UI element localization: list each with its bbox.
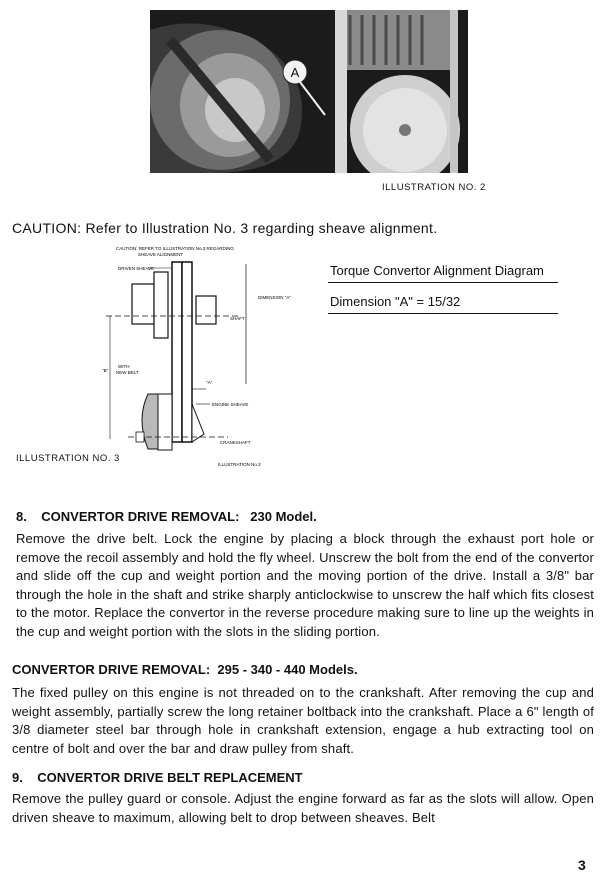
shaft-label: SHAFT [230, 316, 245, 321]
dimension-a-value: Dimension "A" = 15/32 [330, 294, 461, 309]
section-8-body: Remove the drive belt. Lock the engine by placing a block through the exhaust port hole or remove the recoil assembly and hold the fly wheel. Unscrew the bolt from the end of the convertor and slide off the cup and weight portion and the moving portion of the drive. Install a 3/8" bar through the hole in the shaft and strike sharply anticlockwise to unscrew the half which fits closest to the motor. Replace the convertor in the reverse procedure making sure to line up the weights in the cup and weight portion with the slots in the sliding portion. [16, 531, 594, 639]
section-8b-heading [12, 662, 358, 677]
section-9-body: Remove the pulley guard or console. Adjust the engine forward as far as the slots will allow. Open driven sheave to maximum, allowing belt to drop between sheaves. Belt [12, 791, 594, 825]
caution-note: CAUTION: Refer to Illustration No. 3 regarding sheave alignment. [12, 220, 438, 236]
illustration-no3-label: ILLUSTRATION No.3 [218, 462, 261, 467]
section-8b-body: The fixed pulley on this engine is not threaded on to the crankshaft. After removing the cup and weight assembly, partially screw the long retainer boltback into the crankshaft. Place a 6" length of 3/8 diameter steel bar through hole in crankshaft extension, engage a hub extracting tool on centre of bolt and over the bar and draw pulley from shaft. [12, 685, 594, 756]
photo-marker-a: A [290, 65, 300, 80]
crankshaft-label: CRANKSHAFT [220, 440, 251, 445]
section-9-heading [12, 770, 303, 785]
alignment-diagram-svg [88, 244, 308, 474]
section-8b-model: 295 - 340 - 440 Models. [217, 662, 358, 677]
illustration-3-caption: ILLUSTRATION NO. 3 [16, 453, 120, 464]
engine-photo-image [150, 10, 468, 173]
alignment-diagram [88, 244, 308, 474]
with-label: WITH [118, 364, 130, 369]
section-8-model: 230 Model. [250, 509, 317, 524]
dimension-underline [328, 313, 558, 314]
b-marker: "B" [102, 368, 109, 373]
torque-diagram-title: Torque Convertor Alignment Diagram [330, 263, 544, 278]
illustration-2-caption: ILLUSTRATION NO. 2 [382, 182, 486, 193]
page-number: 3 [578, 857, 586, 873]
title-underline [328, 282, 558, 283]
new-belt-label: NEW BELT [116, 370, 139, 375]
a-marker: "A" [206, 380, 213, 385]
driven-sheave-label: DRIVEN SHEAVE [118, 266, 155, 271]
section-9-title: CONVERTOR DRIVE BELT REPLACEMENT [37, 770, 303, 785]
section-8b-title: CONVERTOR DRIVE REMOVAL: [12, 662, 211, 677]
engine-sheave-label: ENGINE SHEAVE [212, 402, 249, 407]
section-8-number: 8. [16, 509, 27, 524]
section-9-number: 9. [12, 770, 23, 785]
engine-photo [150, 10, 468, 173]
diagram-caution-line1: CAUTION: REFER TO ILLUSTRATION No.3 REGARDING [116, 246, 234, 251]
section-8-heading [16, 509, 317, 524]
section-8-title: CONVERTOR DRIVE REMOVAL: [41, 509, 240, 524]
dimension-a-label: DIMENSION "A" [258, 295, 291, 300]
diagram-caution-line2: SHEAVE ALIGNMENT [138, 252, 184, 257]
